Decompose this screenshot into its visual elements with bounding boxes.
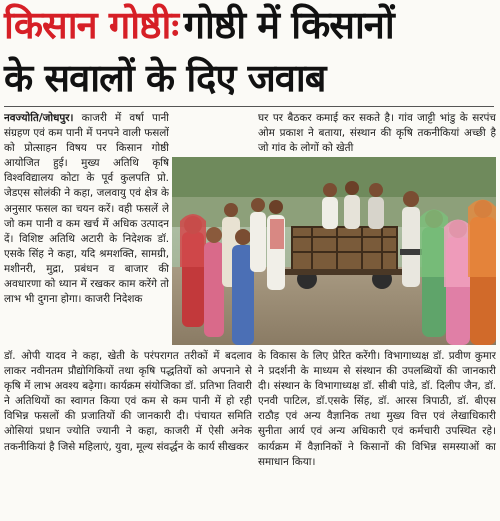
article-text-left: काजरी में वर्षा पानी संग्रहण एवं कम पानी में पनपने वाली फसलों को प्रोत्साहन विषय पर किसान गोष्ठी आयोजित हुई। मुख्य अतिथि कृषि विश्वविद्यालय कोटा के पूर्व कुलपति प्रो. जेडएस सोलंकी ने कहा, जलवायु एवं क्षेत्र के अनुसार फसल का चयन करें। वही फसलें ले जो कम पानी व कम खर्च में अधिक उत्पादन दें। विशिष्ट अतिथि अटारी के निदेशक डॉ. एसके सिंह ने कहा, यदि श्रमशक्ति, सामग्री, मशीनरी, मुद्रा, प्रबंधन व बाजार की अवधारणा को ध्यान में रखकर काम करेंगे तो लाभ भी दुगना होगा। काजरी निदेशक (4, 112, 169, 306)
article-text-bottom-right: के विकास के लिए प्रेरित करेंगी। विभागाध्यक्ष डॉ. प्रवीण कुमार ने प्रदर्शनी के माध्यम से संस्थान की उपलब्धियों की जानकारी दी। संस्थान के विभागाध्यक्ष डॉ. सीबी पांडे, डॉ. दिलीप जैन, डॉ. एनवी पाटिल, डॉ.एसके सिंह, डॉ. आरस त्रिपाठी, डॉ. बीएस राठौड़ एवं अन्य वैज्ञानिक तथा मुख्य वित्त एवं लेखाधिकारी सुनीता आर्य एवं अन्य अधिकारी एवं कर्मचारी उपस्थित रहे। कार्यक्रम में वैज्ञानिकों ने किसानों की विभिन्न समस्याओं का समाधान किया। (258, 350, 496, 468)
news-photo (172, 157, 496, 345)
article-text-top-right: घर पर बैठकर कमाई कर सकते है। गांव जाट्टी भांडु के सरपंच ओम प्रकाश ने बताया, संस्थान की कृषि तकनीकियां अच्छी है जो गांव के लोगों को खेती (258, 112, 496, 155)
photo-scene (172, 157, 496, 345)
article-column-bottom-left (4, 349, 252, 517)
headline (4, 0, 498, 106)
article-byline: नवज्योति/जोधपुर। (4, 112, 74, 124)
headline-main: गोष्ठी में किसानों (183, 3, 394, 47)
article-column-top-right (258, 111, 496, 156)
headline-label: किसान गोष्ठीः (4, 3, 179, 47)
article-column-left (4, 111, 169, 366)
article-column-bottom-right (258, 349, 496, 517)
headline-rule (4, 106, 494, 107)
article-text-bottom-left: डॉ. ओपी यादव ने कहा, खेती के परंपरागत तरीकों में बदलाव लाकर नवीनतम प्रौद्योगिकियों तथा कृषि पद्धतियों को अपनाने से कृषि में लाभ अवश्य बढ़ेगा। कार्यक्रम संयोजिका डॉ. प्रतिभा तिवारी ने अतिथियों का स्वागत किया एवं कम से कम पानी में हो रही विभिन्न फसलों की प्रजातियों की जानकारी दी। पंचायत समिति ओसियां प्रधान ज्योति ज्यानी ने कहा, काजरी में ऐसी अनेक तकनीकियां है जिसे महिलाएं, युवा, मूल्य संवर्द्धन के कार्य सीखकर (4, 350, 252, 453)
headline-line-2: के सवालों के दिए जवाब (4, 56, 326, 100)
headline-line-1 (4, 0, 498, 53)
